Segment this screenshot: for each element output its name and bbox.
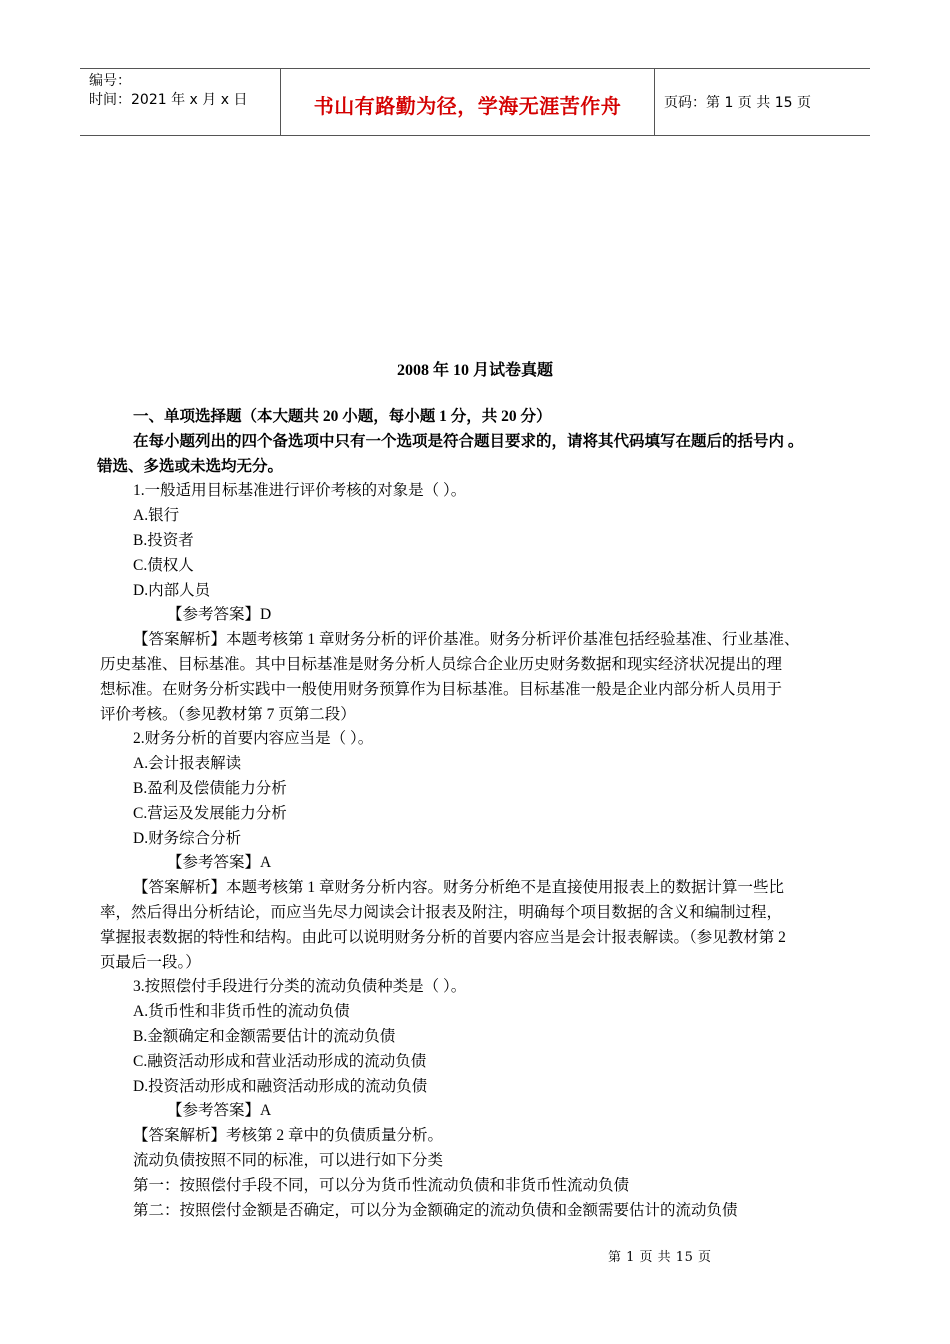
q1-analysis-2: 历史基准、目标基准。其中目标基准是财务分析人员综合企业历史财务数据和现实经济状况提出的理 [100, 655, 783, 673]
q3-analysis-1: 【答案解析】考核第 2 章中的负债质量分析。 [133, 1127, 444, 1145]
q2-analysis-4: 页最后一段。） [100, 953, 201, 971]
q1-stem: 1.一般适用目标基准进行评价考核的对象是（ ）。 [133, 482, 467, 500]
document-title: 2008 年 10 月试卷真题 [396, 362, 553, 379]
q2-analysis-1: 【答案解析】本题考核第 1 章财务分析内容。财务分析绝不是直接使用报表上的数据计算一些比 [133, 879, 785, 897]
page-footer: 第 1 页 共 15 页 [608, 1250, 712, 1265]
q2-option-a: A.会计报表解读 [133, 755, 242, 773]
q2-option-d: D.财务综合分析 [133, 829, 242, 847]
q2-analysis-3: 掌握报表数据的特性和结构。由此可以说明财务分析的首要内容应当是会计报表解读。（参见教材第 2 [100, 928, 786, 946]
section-heading: 一、单项选择题（本大题共 20 小题，每小题 1 分，共 20 分） [133, 408, 552, 425]
q1-option-c: C.债权人 [133, 556, 194, 574]
q3-option-c: C.融资活动形成和营业活动形成的流动负债 [133, 1052, 427, 1070]
q2-answer: 【参考答案】A [167, 854, 272, 872]
q3-answer: 【参考答案】A [167, 1102, 272, 1120]
header-meta [80, 69, 281, 135]
q2-analysis-2: 率，然后得出分析结论，而应当先尽力阅读会计报表及附注，明确每个项目数据的含义和编制过程， [100, 903, 783, 921]
q2-stem: 2.财务分析的首要内容应当是（ ）。 [133, 730, 374, 748]
number-label: 编号： [89, 73, 131, 89]
q3-analysis-3: 第一：按照偿付手段不同，可以分为货币性流动负债和非货币性流动负债 [133, 1176, 630, 1194]
instruction-line-2: 错选、多选或未选均无分。 [97, 457, 284, 475]
header-table [80, 68, 870, 136]
header-motto [281, 69, 655, 135]
q3-stem: 3.按照偿付手段进行分类的流动负债种类是（ ）。 [133, 978, 467, 996]
document-body [97, 405, 853, 1223]
q1-analysis-4: 评价考核。（参见教材第 7 页第二段） [100, 705, 356, 723]
q1-option-a: A.银行 [133, 507, 180, 525]
header-page [655, 69, 870, 135]
motto-text: 书山有路勤为径，学海无涯苦作舟 [313, 93, 622, 118]
page-label: 页码：第 1 页 共 15 页 [664, 95, 811, 111]
q3-option-d: D.投资活动形成和融资活动形成的流动负债 [133, 1077, 428, 1095]
q1-analysis-3: 想标准。在财务分析实践中一般使用财务预算作为目标基准。目标基准一般是企业内部分析人员用于 [100, 680, 783, 698]
q1-option-d: D.内部人员 [133, 581, 211, 599]
q3-analysis-4: 第二：按照偿付金额是否确定，可以分为金额确定的流动负债和金额需要估计的流动负债 [133, 1201, 738, 1219]
q2-option-c: C.营运及发展能力分析 [133, 804, 287, 822]
q2-option-b: B.盈利及偿债能力分析 [133, 779, 287, 797]
q3-analysis-2: 流动负债按照不同的标准，可以进行如下分类 [133, 1151, 444, 1169]
q3-option-b: B.金额确定和金额需要估计的流动负债 [133, 1027, 396, 1045]
q3-option-a: A.货币性和非货币性的流动负债 [133, 1003, 350, 1021]
q1-answer: 【参考答案】D [167, 606, 272, 624]
date-label: 时间：2021 年 x 月 x 日 [89, 92, 248, 108]
q1-analysis-1: 【答案解析】本题考核第 1 章财务分析的评价基准。财务分析评价基准包括经验基准、行业基准、 [133, 631, 800, 649]
instruction-line-1: 在每小题列出的四个备选项中只有一个选项是符合题目要求的，请将其代码填写在题后的括号内 。 [133, 432, 804, 450]
q1-option-b: B.投资者 [133, 531, 194, 549]
